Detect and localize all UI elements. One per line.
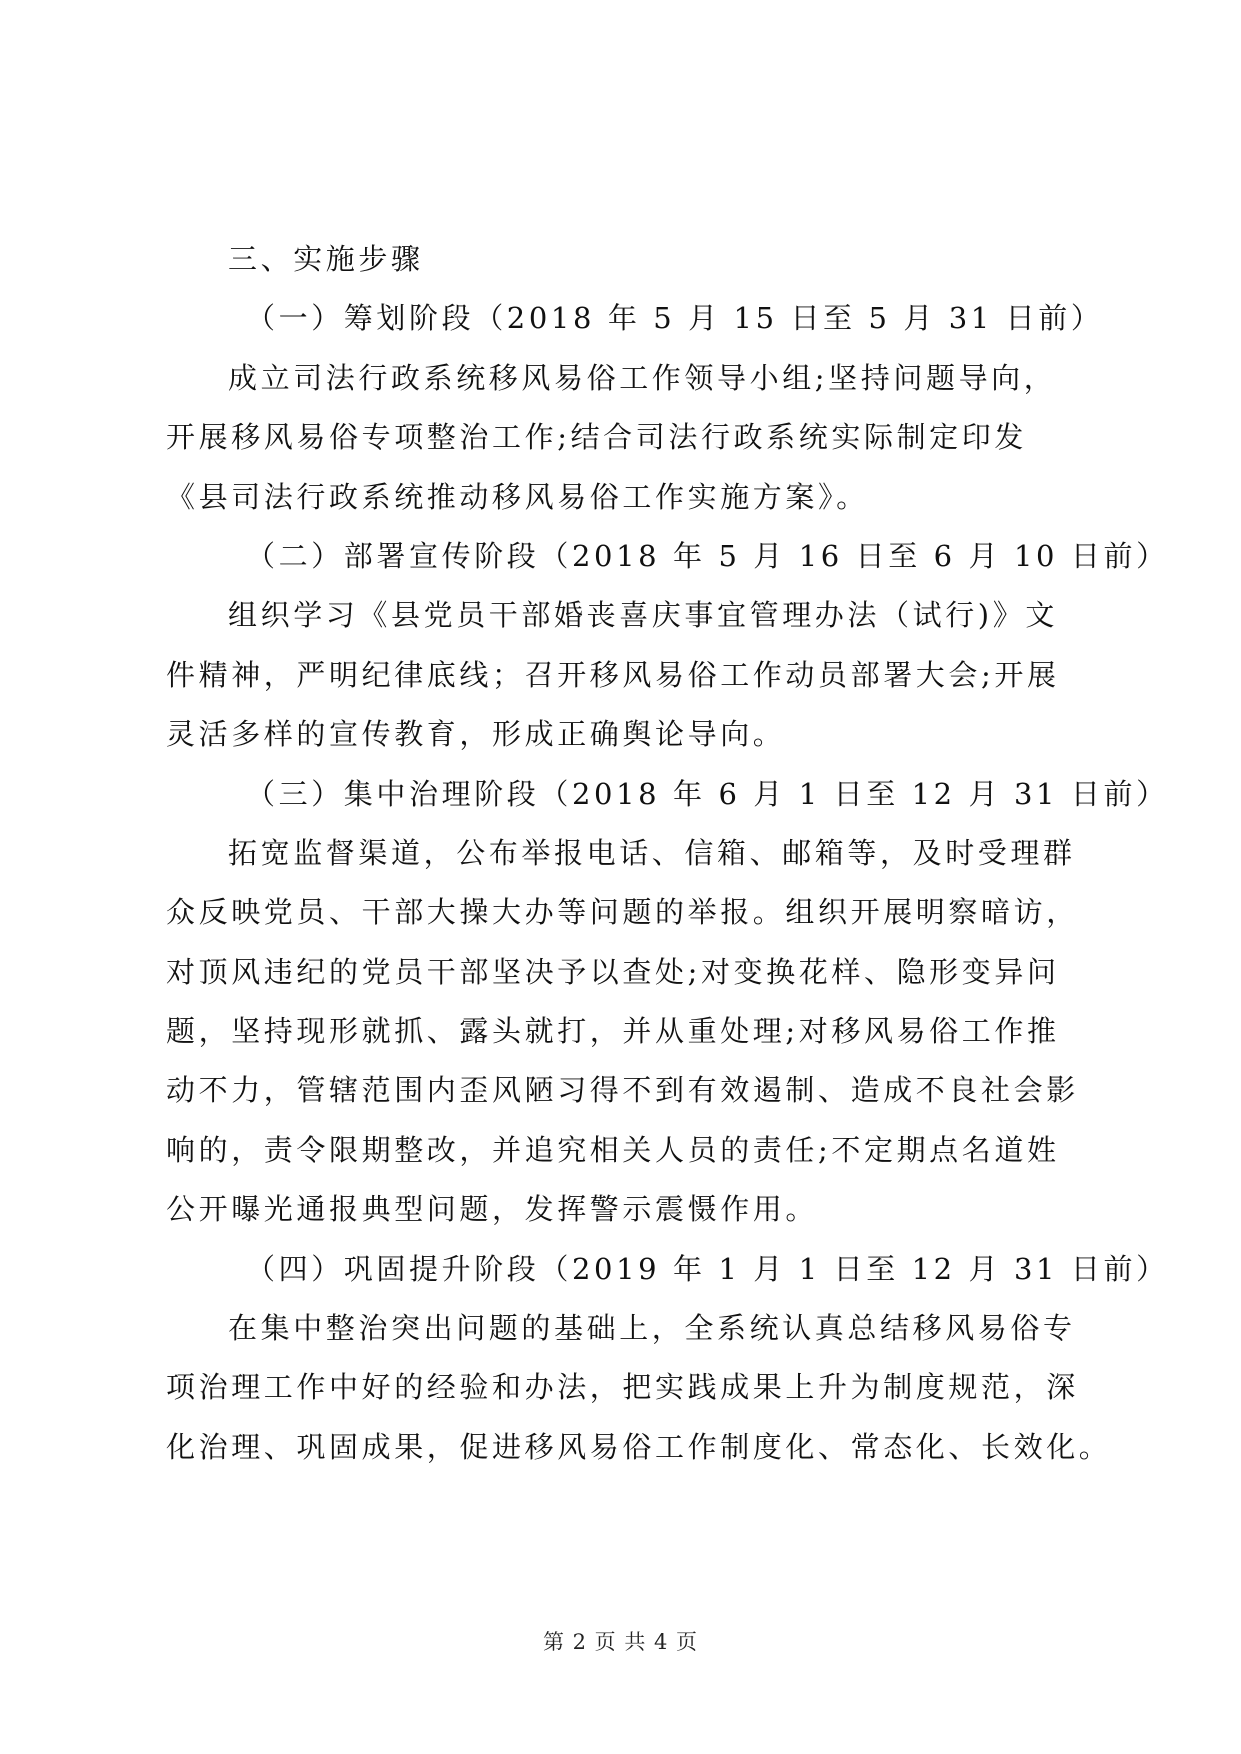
stage-heading: （三）集中治理阶段（2018 年 6 月 1 日至 12 月 31 日前） <box>246 776 1169 811</box>
stage-heading: （一）筹划阶段（2018 年 5 月 15 日至 5 月 31 日前） <box>246 301 1104 336</box>
paragraph-line: 动不力，管辖范围内歪风陋习得不到有效遏制、造成不良社会影 <box>166 1073 1079 1108</box>
page-footer: 第 2 页 共 4 页 <box>542 1630 699 1654</box>
paragraph-line: 化治理、巩固成果，促进移风易俗工作制度化、常态化、长效化。 <box>166 1429 1112 1464</box>
paragraph-line: 《县司法行政系统推动移风易俗工作实施方案》。 <box>166 479 869 514</box>
paragraph-line: 公开曝光通报典型问题，发挥警示震慑作用。 <box>166 1192 819 1227</box>
document-body <box>166 230 1169 1477</box>
paragraph-line: 响的，责令限期整改，并追究相关人员的责任;不定期点名道姓 <box>166 1132 1060 1167</box>
paragraph-line: 灵活多样的宣传教育，形成正确舆论导向。 <box>166 717 786 752</box>
stage-heading: （二）部署宣传阶段（2018 年 5 月 16 日至 6 月 10 日前） <box>246 538 1169 573</box>
paragraph-line: 拓宽监督渠道，公布举报电话、信箱、邮箱等，及时受理群 <box>228 835 1076 870</box>
section-heading: 三、实施步骤 <box>228 242 424 276</box>
paragraph-line: 题，坚持现形就抓、露头就打，并从重处理;对移风易俗工作推 <box>166 1014 1060 1049</box>
paragraph-line: 众反映党员、干部大操大办等问题的举报。组织开展明察暗访， <box>166 895 1079 930</box>
paragraph-line: 成立司法行政系统移风易俗工作领导小组;坚持问题导向， <box>228 360 1057 395</box>
paragraph-line: 在集中整治突出问题的基础上，全系统认真总结移风易俗专 <box>228 1311 1076 1346</box>
paragraph-line: 对顶风违纪的党员干部坚决予以查处;对变换花样、隐形变异问 <box>166 954 1060 989</box>
paragraph-line: 项治理工作中好的经验和办法，把实践成果上升为制度规范，深 <box>166 1370 1079 1405</box>
paragraph-line: 开展移风易俗专项整治工作;结合司法行政系统实际制定印发 <box>166 420 1027 455</box>
paragraph-line: 组织学习《县党员干部婚丧喜庆事宜管理办法（试行)》文 <box>228 598 1058 633</box>
paragraph-line: 件精神，严明纪律底线；召开移风易俗工作动员部署大会;开展 <box>166 657 1060 692</box>
stage-heading: （四）巩固提升阶段（2019 年 1 月 1 日至 12 月 31 日前） <box>246 1251 1169 1286</box>
